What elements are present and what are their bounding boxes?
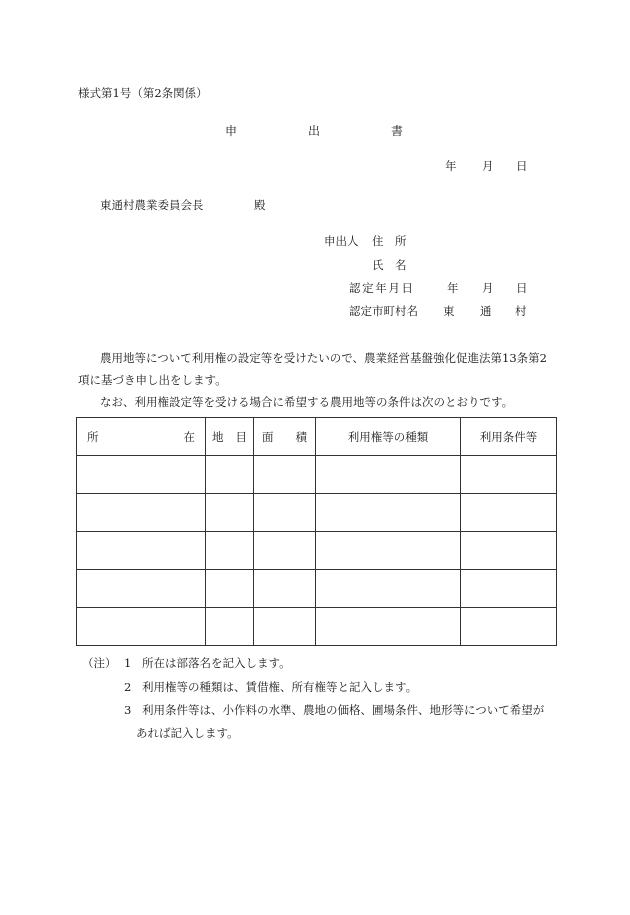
table-cell[interactable] bbox=[316, 570, 461, 608]
title-char-2: 出 bbox=[308, 124, 321, 138]
cert-date-label bbox=[349, 283, 413, 295]
table-cell[interactable] bbox=[254, 456, 316, 494]
table-cell[interactable] bbox=[461, 570, 557, 608]
city-char-1: 東 bbox=[443, 304, 455, 318]
date-day: 日 bbox=[516, 159, 528, 173]
header-right-type: 利用権等の種類 bbox=[316, 418, 461, 456]
table-cell[interactable] bbox=[461, 608, 557, 646]
land-conditions-table bbox=[76, 417, 557, 646]
header-land-category-a: 地 bbox=[212, 429, 224, 444]
table-cell[interactable] bbox=[316, 456, 461, 494]
table-cell[interactable] bbox=[254, 532, 316, 570]
date-year: 年 bbox=[445, 159, 457, 173]
cert-city-label: 認定市町村名 bbox=[349, 304, 418, 318]
title-char-1: 申 bbox=[225, 124, 238, 138]
table-cell[interactable] bbox=[254, 608, 316, 646]
table-row bbox=[77, 570, 557, 608]
table-cell[interactable] bbox=[461, 494, 557, 532]
table-cell[interactable] bbox=[206, 456, 254, 494]
honorific: 殿 bbox=[254, 198, 266, 212]
note-3-text: 利用条件等は、小作料の水準、農地の価格、圃場条件、地形等について希望が bbox=[142, 703, 545, 717]
table-cell[interactable] bbox=[77, 532, 206, 570]
body-paragraph-2: なお、利用権設定等を受ける場合に希望する農用地等の条件は次のとおりです。 bbox=[100, 395, 514, 409]
table-cell[interactable] bbox=[77, 494, 206, 532]
cert-year: 年 bbox=[447, 281, 459, 295]
table-row bbox=[77, 608, 557, 646]
notes-label: （注） bbox=[82, 656, 117, 670]
header-land-category-b: 目 bbox=[235, 429, 247, 444]
note-3-number: 3 bbox=[124, 703, 132, 717]
header-area-a: 面 bbox=[262, 429, 274, 444]
table-cell[interactable] bbox=[206, 608, 254, 646]
city-char-3: 村 bbox=[515, 304, 527, 318]
note-1-text: 所在は部落名を記入します。 bbox=[142, 656, 291, 670]
form-number: 様式第1号（第2条関係） bbox=[78, 86, 208, 100]
header-land-category bbox=[206, 418, 254, 456]
header-conditions: 利用条件等 bbox=[461, 418, 557, 456]
table-row bbox=[77, 532, 557, 570]
table-cell[interactable] bbox=[316, 608, 461, 646]
cert-month: 月 bbox=[482, 281, 494, 295]
name-label: 氏 名 bbox=[372, 258, 407, 272]
addressee: 東通村農業委員会長 bbox=[100, 198, 204, 212]
cert-date-label-text: 認定年月日 bbox=[349, 281, 413, 295]
city-char-2: 通 bbox=[480, 304, 492, 318]
table-cell[interactable] bbox=[316, 494, 461, 532]
note-1-number: 1 bbox=[124, 656, 132, 670]
table-header-row bbox=[77, 418, 557, 456]
cert-day: 日 bbox=[516, 281, 528, 295]
header-area-b: 積 bbox=[295, 429, 307, 444]
table-cell[interactable] bbox=[254, 494, 316, 532]
applicant-label: 申出人 bbox=[324, 234, 359, 248]
header-location bbox=[77, 418, 206, 456]
table-cell[interactable] bbox=[316, 532, 461, 570]
header-location-b: 在 bbox=[183, 429, 195, 444]
table-row bbox=[77, 456, 557, 494]
table-cell[interactable] bbox=[461, 532, 557, 570]
table-cell[interactable] bbox=[461, 456, 557, 494]
table-cell[interactable] bbox=[77, 608, 206, 646]
address-label: 住 所 bbox=[372, 234, 407, 248]
header-location-a: 所 bbox=[87, 429, 99, 444]
table-cell[interactable] bbox=[206, 570, 254, 608]
body-text bbox=[78, 347, 556, 413]
note-2-text: 利用権等の種類は、賃借権、所有権等と記入します。 bbox=[142, 680, 418, 694]
table-cell[interactable] bbox=[77, 456, 206, 494]
title-char-3: 書 bbox=[391, 124, 404, 138]
table-cell[interactable] bbox=[77, 570, 206, 608]
body-paragraph-1: 農用地等について利用権の設定等を受けたいので、農業経営基盤強化促進法第13条第2項に基づき申し出をします。 bbox=[78, 351, 547, 387]
table-cell[interactable] bbox=[206, 532, 254, 570]
note-3-continuation: あれば記入します。 bbox=[136, 726, 239, 740]
note-2-number: 2 bbox=[124, 680, 132, 694]
header-area bbox=[254, 418, 316, 456]
table-cell[interactable] bbox=[254, 570, 316, 608]
table-row bbox=[77, 494, 557, 532]
date-month: 月 bbox=[482, 159, 494, 173]
table-cell[interactable] bbox=[206, 494, 254, 532]
